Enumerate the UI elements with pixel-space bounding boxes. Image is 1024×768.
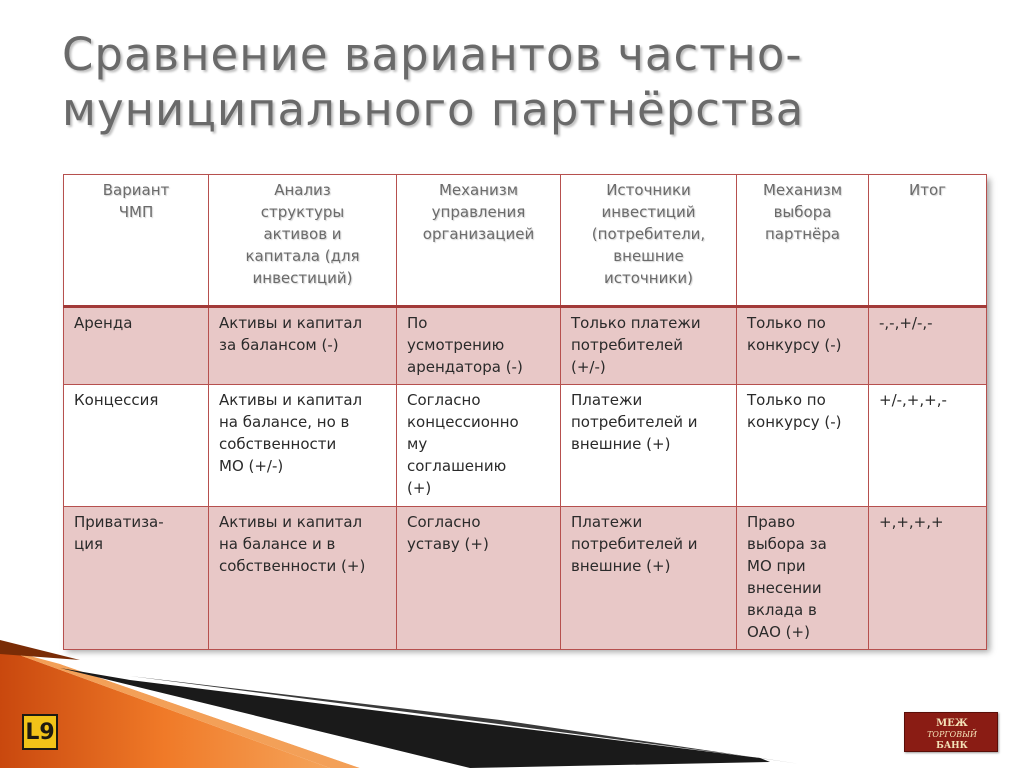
- table-cell: Концессия: [64, 385, 209, 507]
- table-cell: Платежи потребителей и внешние (+): [561, 385, 737, 507]
- table-cell: Согласно концессионно му соглашению (+): [397, 385, 561, 507]
- decorative-stripes: [0, 640, 1024, 768]
- header-cell-partner-selection: Механизм выбора партнёра: [737, 175, 869, 307]
- table-cell: Согласно уставу (+): [397, 507, 561, 650]
- table-cell: Приватиза- ция: [64, 507, 209, 650]
- header-cell-investment-sources: Источники инвестиций (потребители, внешние источники): [561, 175, 737, 307]
- svg-text:МЕЖ: МЕЖ: [936, 718, 968, 729]
- table-cell: Платежи потребителей и внешние (+): [561, 507, 737, 650]
- svg-text:БАНК: БАНК: [936, 741, 968, 751]
- comparison-table: [63, 174, 987, 650]
- comparison-table-container: [63, 174, 986, 647]
- table-cell: Активы и капитал на балансе, но в собственности МО (+/-): [209, 385, 397, 507]
- table-row: [64, 507, 987, 650]
- header-cell-result: Итог: [869, 175, 987, 307]
- slide-title-line-2: муниципального партнёрства: [62, 82, 805, 136]
- table-cell: Только по конкурсу (-): [737, 307, 869, 385]
- table-cell: Активы и капитал за балансом (-): [209, 307, 397, 385]
- svg-text:ТОРГОВЫЙ: ТОРГОВЫЙ: [927, 730, 977, 739]
- table-cell: Только платежи потребителей (+/-): [561, 307, 737, 385]
- table-cell: По усмотрению арендатора (-): [397, 307, 561, 385]
- slide-title-line-1: Сравнение вариантов частно-: [62, 28, 803, 81]
- table-row: [64, 307, 987, 385]
- header-cell-asset-analysis: Анализ структуры активов и капитала (для инвестиций): [209, 175, 397, 307]
- table-cell: Активы и капитал на балансе и в собственности (+): [209, 507, 397, 650]
- table-cell: -,-,+/-,-: [869, 307, 987, 385]
- stripes-graphic: [0, 640, 1024, 768]
- table-cell: +/-,+,+,-: [869, 385, 987, 507]
- header-cell-variant: Вариант ЧМП: [64, 175, 209, 307]
- table-cell: Право выбора за МО при внесении вклада в ОАО (+): [737, 507, 869, 650]
- table-cell: Аренда: [64, 307, 209, 385]
- table-cell: Только по конкурсу (-): [737, 385, 869, 507]
- slide-title: [62, 28, 962, 138]
- table-cell: +,+,+,+: [869, 507, 987, 650]
- yellow-square-logo-icon: L9: [22, 714, 58, 750]
- mezhtorgovy-bank-logo-icon: [904, 712, 998, 752]
- table-header-row: [64, 175, 987, 307]
- table-row: [64, 385, 987, 507]
- header-cell-management: Механизм управления организацией: [397, 175, 561, 307]
